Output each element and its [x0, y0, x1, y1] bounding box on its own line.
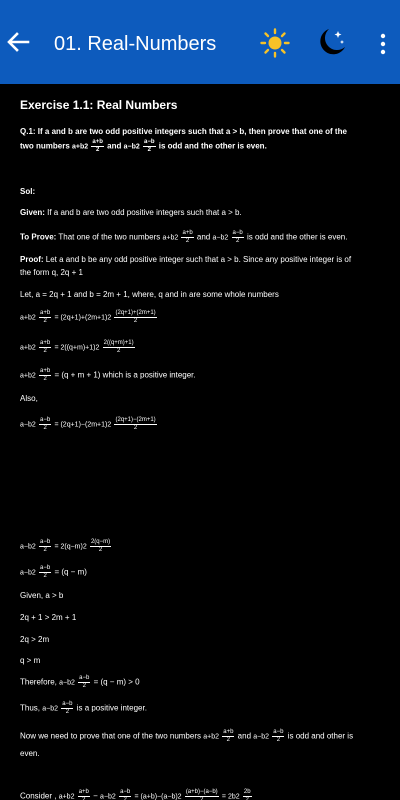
sol-label: Sol: [20, 187, 36, 196]
let-line: Let, a = 2q + 1 and b = 2m + 1, where, q and in are some whole numbers [20, 290, 279, 299]
thus-line: Thus, a−b2 $\frac{a-b}{2}$ is a positive integer. [20, 701, 147, 715]
app-bar [0, 0, 400, 84]
equation-5: a−b2 $\frac{a-b}{2}$ = 2(q−m)2 $\frac{2(q-m)}{2}$ [20, 539, 111, 553]
more-vert-icon[interactable] [376, 32, 390, 56]
equation-1: a+b2 $\frac{a+b}{2}$ = (2q+1)+(2m+1)2 $\frac{(2q+1)+(2m+1)}{2}$ [20, 310, 156, 324]
consider-line: Consider , a+b2 $\frac{a+b}{2}$ − a−b2 $\frac{a-b}{2}$ = (a+b)−(a−b)2 $\frac{(a+b)-(a-b)}{2}$ = 2b2 $\frac{2b}{2}$ [20, 789, 251, 800]
also-label: Also, [20, 394, 38, 403]
therefore-line: Therefore, a−b2 $\frac{a-b}{2}$ = (q − m) > 0 [20, 675, 140, 689]
given-inequality: Given, a > b [20, 591, 64, 600]
now-line-2: even. [20, 749, 40, 758]
to-prove-line: To Prove: That one of the two numbers a+b2 $\frac{a+b}{2}$ and a−b2 $\frac{a-b}{2}$ is odd and the other is even. [20, 230, 348, 244]
equation-4: a−b2 $\frac{a-b}{2}$ = (2q+1)−(2m+1)2 $\frac{(2q+1)-(2m+1)}{2}$ [20, 417, 156, 431]
inequality-3: q > m [20, 656, 41, 665]
now-line-1: Now we need to prove that one of the two numbers a+b2 $\frac{a+b}{2}$ and a−b2 $\frac{a-b}{2}$ is odd and other is [20, 729, 354, 743]
inequality-1: 2q + 1 > 2m + 1 [20, 613, 77, 622]
proof-line-1: Proof: Let a and b be any odd positive integer such that a > b. Since any positive integer is of [20, 255, 352, 264]
sun-icon[interactable] [260, 28, 290, 58]
given-line: Given: If a and b are two odd positive integers such that a > b. [20, 208, 242, 217]
page-title: 01. Real-Numbers [54, 33, 217, 55]
equation-3: a+b2 $\frac{a+b}{2}$ = (q + m + 1) which is a positive integer. [20, 368, 196, 382]
exercise-heading: Exercise 1.1: Real Numbers [20, 98, 178, 112]
proof-line-2: the form q, 2q + 1 [20, 268, 83, 277]
question-line-1: Q.1: If a and b are two odd positive integers such that a > b, then prove that one of the [20, 127, 347, 136]
equation-6: a−b2 $\frac{a-b}{2}$ = (q − m) [20, 565, 87, 579]
solution-content[interactable] [0, 84, 400, 800]
back-arrow-icon[interactable] [4, 28, 32, 56]
equation-2: a+b2 $\frac{a+b}{2}$ = 2((q+m)+1)2 $\frac{2((q+m)+1)}{2}$ [20, 340, 134, 354]
inequality-2: 2q > 2m [20, 635, 50, 644]
moon-icon[interactable] [316, 26, 348, 58]
question-line-2: two numbers a+b2 $\frac{a+b}{2}$ and a−b2 $\frac{a-b}{2}$ is odd and the other is even. [20, 139, 267, 153]
